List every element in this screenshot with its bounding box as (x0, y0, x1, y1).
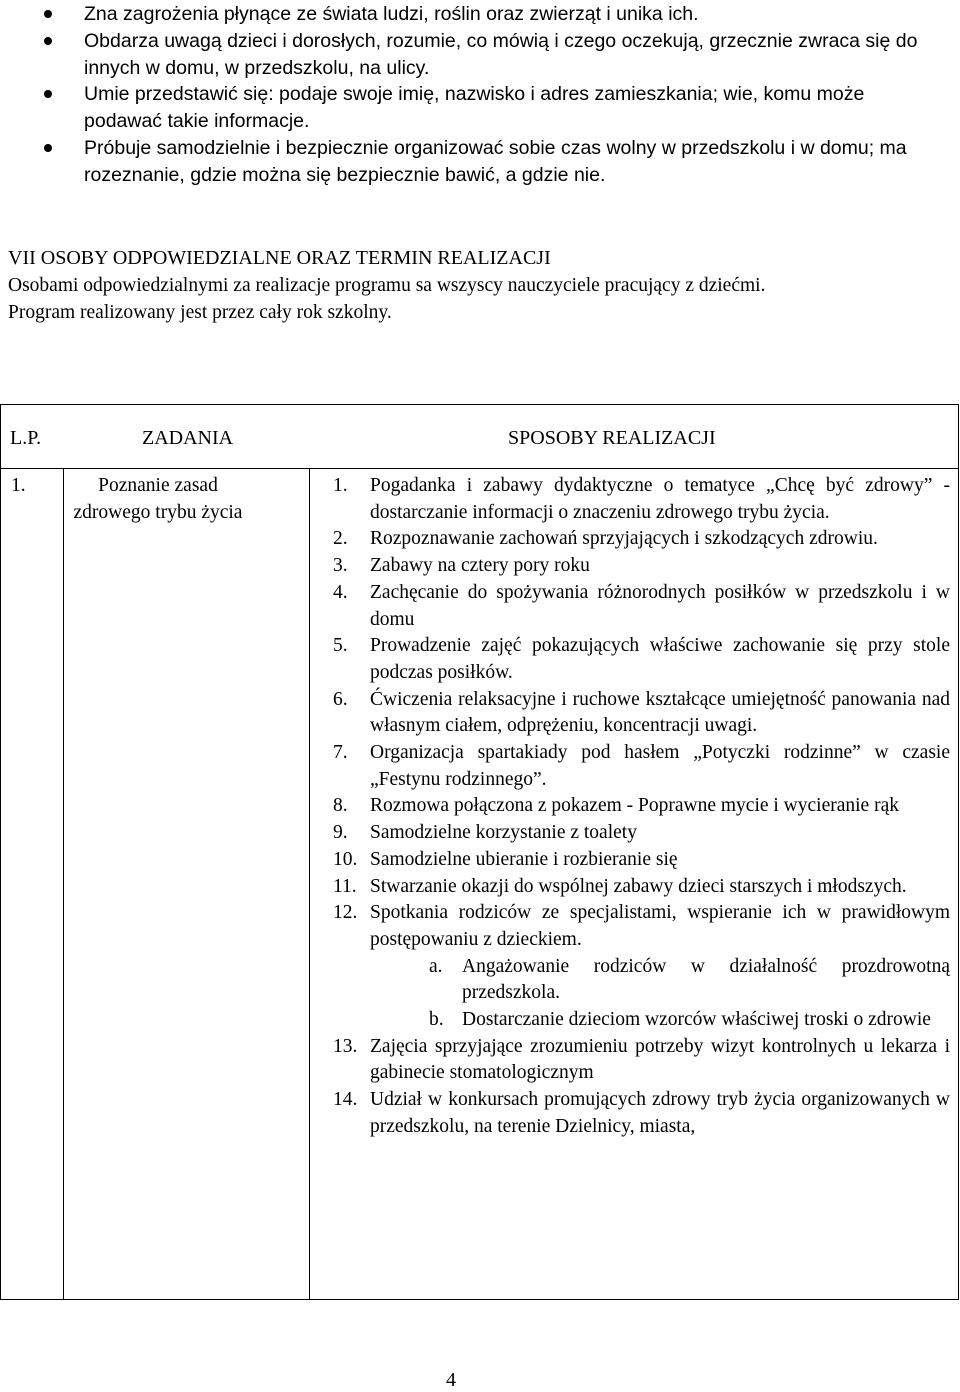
item-text: Stwarzanie okazji do wspólnej zabawy dzieci starszych i młodszych. (370, 875, 907, 897)
item-number: a. (429, 955, 443, 977)
bullet-text: Próbuje samodzielnie i bezpiecznie organizować sobie czas wolny w przedszkolu i w domu; ma rozeznanie, gdzie można się bezpiecznie bawić, a gdzie nie. (84, 137, 907, 186)
list-item (333, 687, 950, 740)
item-text: Angażowanie rodziców w działalność prozdrowotną przedszkola. (462, 955, 950, 1004)
item-text: Pogadanka i zabawy dydaktyczne o tematyce „Chcę być zdrowy” - dostarczanie informacji o znaczeniu zdrowego trybu życia. (370, 475, 950, 523)
item-number: 2. (333, 528, 348, 550)
column-divider (309, 468, 310, 1300)
methods-list (333, 473, 950, 1141)
column-divider (63, 468, 64, 1300)
list-item (333, 473, 950, 526)
item-text: Ćwiczenia relaksacyjne i ruchowe kształcące umiejętność panowania nad własnym ciałem, odprężeniu, koncentracji uwagi. (370, 688, 950, 737)
list-item (333, 633, 950, 686)
task-cell: Poznanie zasad zdrowego trybu życia (73, 475, 243, 523)
item-text: Organizacja spartakiady pod hasłem „Potyczki rodzinne” w czasie „Festynu rodzinnego”. (370, 742, 950, 790)
sub-list-item (333, 1007, 950, 1034)
bullet-item (84, 28, 944, 81)
list-item (333, 793, 950, 820)
item-number: 14. (333, 1089, 358, 1111)
header-divider (1, 468, 958, 469)
bullet-dot-icon (44, 90, 52, 98)
bullet-dot-icon (44, 144, 52, 152)
bullet-item (84, 81, 944, 134)
list-item (333, 847, 950, 874)
item-number: b. (429, 1009, 444, 1031)
header-tasks: ZADANIA (142, 427, 234, 449)
bullet-item (84, 1, 944, 28)
item-text: Spotkania rodziców ze specjalistami, wspieranie ich w prawidłowym postępowaniu z dzieckiem. (370, 902, 950, 950)
section-heading: VII OSOBY ODPOWIEDZIALNE ORAZ TERMIN REALIZACJI (8, 247, 551, 269)
item-number: 10. (333, 848, 358, 870)
bullet-dot-icon (44, 10, 52, 18)
item-text: Zachęcanie do spożywania różnorodnych posiłków w przedszkolu i w domu (370, 581, 950, 630)
item-number: 5. (333, 635, 348, 657)
item-number: 8. (333, 795, 348, 817)
list-item (333, 740, 950, 793)
item-number: 3. (333, 555, 348, 577)
list-item (333, 1034, 950, 1087)
item-number: 6. (333, 688, 348, 710)
list-item (333, 1087, 950, 1140)
item-text: Rozmowa połączona z pokazem - Poprawne mycie i wycieranie rąk (370, 795, 899, 817)
list-item (333, 526, 950, 553)
section-text-line: Osobami odpowiedzialnymi za realizacje programu sa wszyscy nauczyciele pracujący z dziećmi. (8, 275, 766, 296)
section-text-line: Program realizowany jest przez cały rok szkolny. (8, 302, 392, 323)
sub-list-item (333, 954, 950, 1007)
item-number: 7. (333, 742, 348, 764)
bullet-text: Obdarza uwagą dzieci i dorosłych, rozumie, co mówią i czego oczekują, grzecznie zwraca się do innych w domu, w przedszkolu, na ulicy. (84, 30, 918, 79)
page-number: 4 (446, 1369, 456, 1391)
item-number: 1. (333, 475, 348, 496)
list-item (333, 553, 950, 580)
item-number: 11. (333, 875, 357, 897)
header-methods: SPOSOBY REALIZACJI (508, 427, 716, 449)
item-text: Dostarczanie dzieciom wzorców właściwej troski o zdrowie (462, 1009, 931, 1031)
item-number: 12. (333, 902, 358, 924)
row-number: 1. (11, 475, 26, 496)
bullet-item (84, 135, 944, 188)
header-lp: L.P. (10, 427, 42, 449)
bullet-dot-icon (44, 37, 52, 45)
item-number: 4. (333, 581, 348, 603)
item-text: Prowadzenie zajęć pokazujących właściwe zachowanie się przy stole podczas posiłków. (370, 635, 950, 683)
item-number: 9. (333, 822, 348, 844)
list-item (333, 580, 950, 633)
item-text: Samodzielne korzystanie z toalety (370, 822, 637, 844)
item-text: Zabawy na cztery pory roku (370, 555, 590, 577)
item-text: Zajęcia sprzyjające zrozumieniu potrzeby wizyt kontrolnych u lekarza i gabinecie stomatologicznym (370, 1035, 950, 1084)
item-number: 13. (333, 1035, 358, 1057)
bullet-text: Umie przedstawić się: podaje swoje imię, nazwisko i adres zamieszkania; wie, komu może podawać takie informacje. (84, 83, 865, 132)
list-item (333, 820, 950, 847)
bullet-text: Zna zagrożenia płynące ze świata ludzi, roślin oraz zwierząt i unika ich. (84, 3, 699, 25)
list-item (333, 900, 950, 953)
item-text: Samodzielne ubieranie i rozbieranie się (370, 848, 678, 870)
tasks-table (0, 404, 959, 1300)
item-text: Udział w konkursach promujących zdrowy tryb życia organizowanych w przedszkolu, na terenie Dzielnicy, miasta, (370, 1089, 950, 1137)
item-text: Rozpoznawanie zachowań sprzyjających i szkodzących zdrowiu. (370, 528, 878, 550)
list-item (333, 874, 950, 901)
responsibility-section (8, 245, 953, 326)
